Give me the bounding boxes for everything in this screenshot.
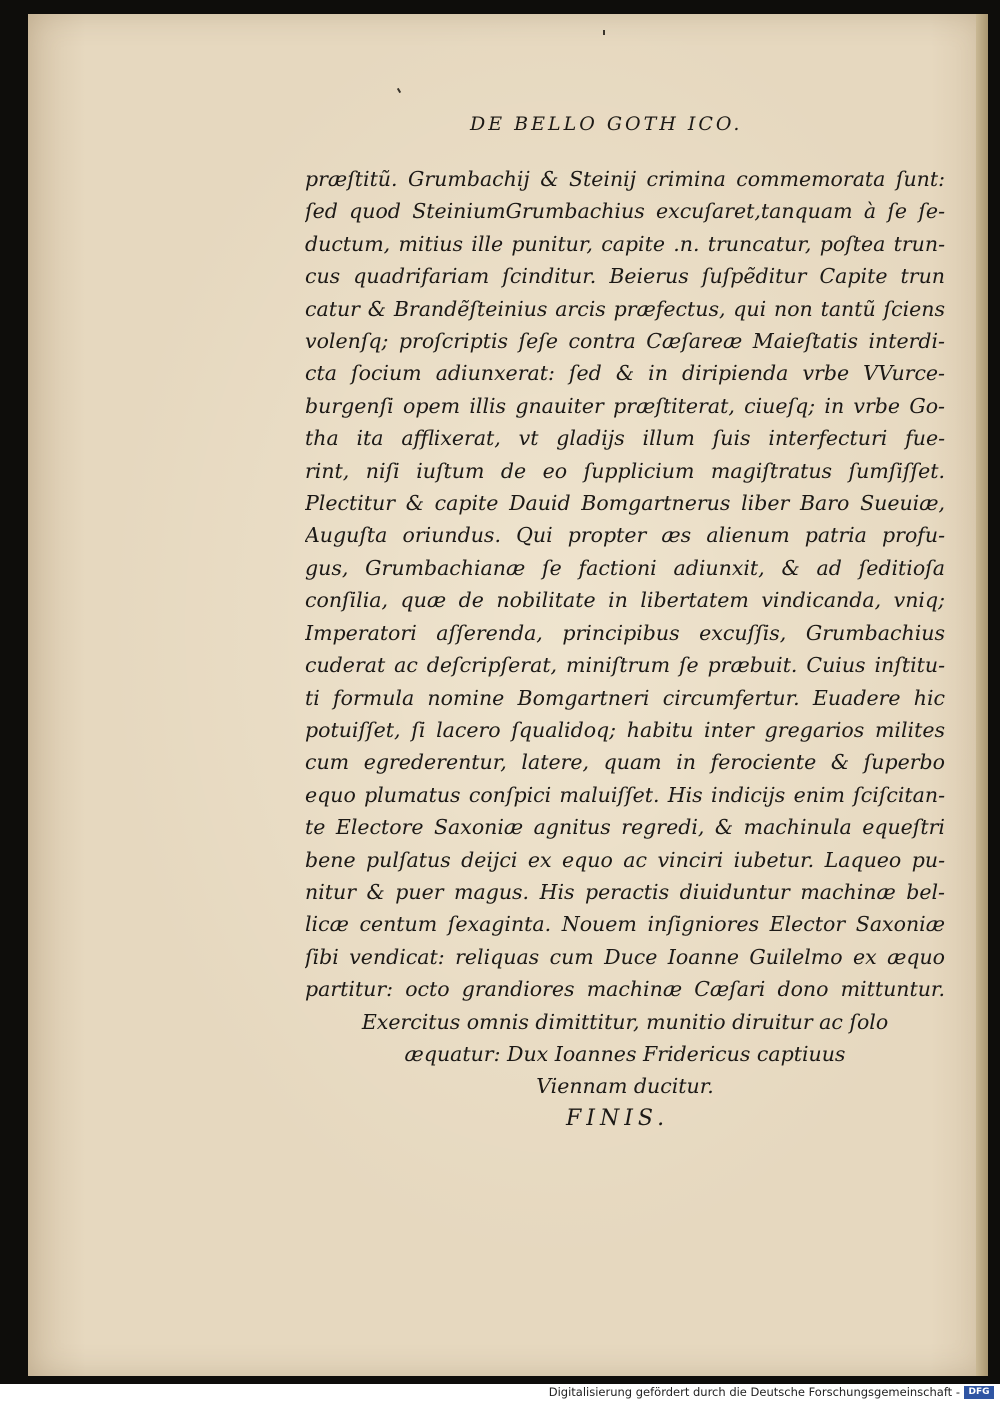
text-line: rint, niſi iuſtum de eo ſupplicium magiſtratus ſumſiſſet. [305,458,945,483]
text-line: licæ centum ſexaginta. Nouem inſigniores Elector Saxoniæ [305,912,945,937]
page-edge [976,14,988,1376]
text-line: bene pulſatus deijci ex equo ac vinciri iubetur. Laqueo pu- [305,847,945,872]
running-head: DE BELLO GOTH ICO. [470,113,743,135]
text-line: præſtitũ. Grumbachij & Steinij crimina commemorata ſunt: [305,167,945,191]
text-line: Plectitur & capite Dauid Bomgartnerus liber Baro Sueuiæ, [305,491,945,516]
text-line: potuiſſet, ſi lacero ſqualidoq; habitu inter gregarios milites [305,717,945,742]
text-line: Auguſta oriundus. Qui propter æs alienum patria profu- [305,523,945,548]
text-line: cus quadrifariam ſcinditur. Beierus ſuſpẽditur Capite trun [305,264,945,289]
text-line: cta ſocium adiunxerat: ſed & in diripienda vrbe VVurce- [305,361,945,386]
text-line: tha ita afflixerat, vt gladijs illum ſuis interfecturi fue- [305,426,945,451]
funding-credit: Digitalisierung gefördert durch die Deutsche Forschungsgemeinschaft - [548,1385,960,1399]
text-line: Viennam ducitur. [536,1074,714,1099]
text-line: Imperatori aſſerenda, principibus excuſſis, Grumbachius [305,620,945,645]
text-line: ductum, mitius ille punitur, capite .n. truncatur, poſtea trun- [305,231,945,256]
ink-speck [603,30,605,35]
text-line: Exercitus omnis dimittitur, munitio diruitur ac ſolo [361,1009,889,1034]
text-line: ſibi vendicat: reliquas cum Duce Ioanne Guilelmo ex æquo [305,944,945,969]
text-line: volenſq; proſcriptis ſeſe contra Cæſareæ Maieſtatis interdi- [305,329,945,354]
text-line: ſed quod SteiniumGrumbachius excuſaret,tanquam à ſe ſe- [305,199,945,224]
text-line: conſilia, quæ de nobilitate in libertatem vindicanda, vniq; [305,588,945,613]
text-line: gus, Grumbachianæ ſe factioni adiunxit, & ad ſeditioſa [305,555,945,580]
text-line: ti formula nomine Bomgartneri circumfertur. Euadere hic [305,685,945,710]
dfg-logo: DFG [964,1386,994,1399]
text-line: partitur: octo grandiores machinæ Cæſari dono mittuntur. [305,977,945,1002]
footer-bar [0,1384,1000,1401]
text-line: burgenſi opem illis gnauiter præſtiterat, ciueſq; in vrbe Go- [305,393,945,418]
text-line: catur & Brandẽſteinius arcis præfectus, qui non tantũ ſciens [305,296,945,321]
text-line: æquatur: Dux Ioannes Fridericus captiuus [404,1041,846,1066]
body-text [305,163,945,1103]
text-line: cum egrederentur, latere, quam in ferociente & ſuperbo [305,750,945,775]
text-line: cuderat ac deſcripſerat, miniſtrum ſe præbuit. Cuius inſtitu- [305,653,945,678]
text-line: te Electore Saxoniæ agnitus regredi, & machinula equeſtri [305,815,945,840]
finis-heading: FINIS. [566,1106,670,1131]
text-line: nitur & puer magus. His peractis diuiduntur machinæ bel- [305,879,945,904]
text-line: equo plumatus conſpici maluiſſet. His indicijs enim ſciſcitan- [305,782,945,807]
